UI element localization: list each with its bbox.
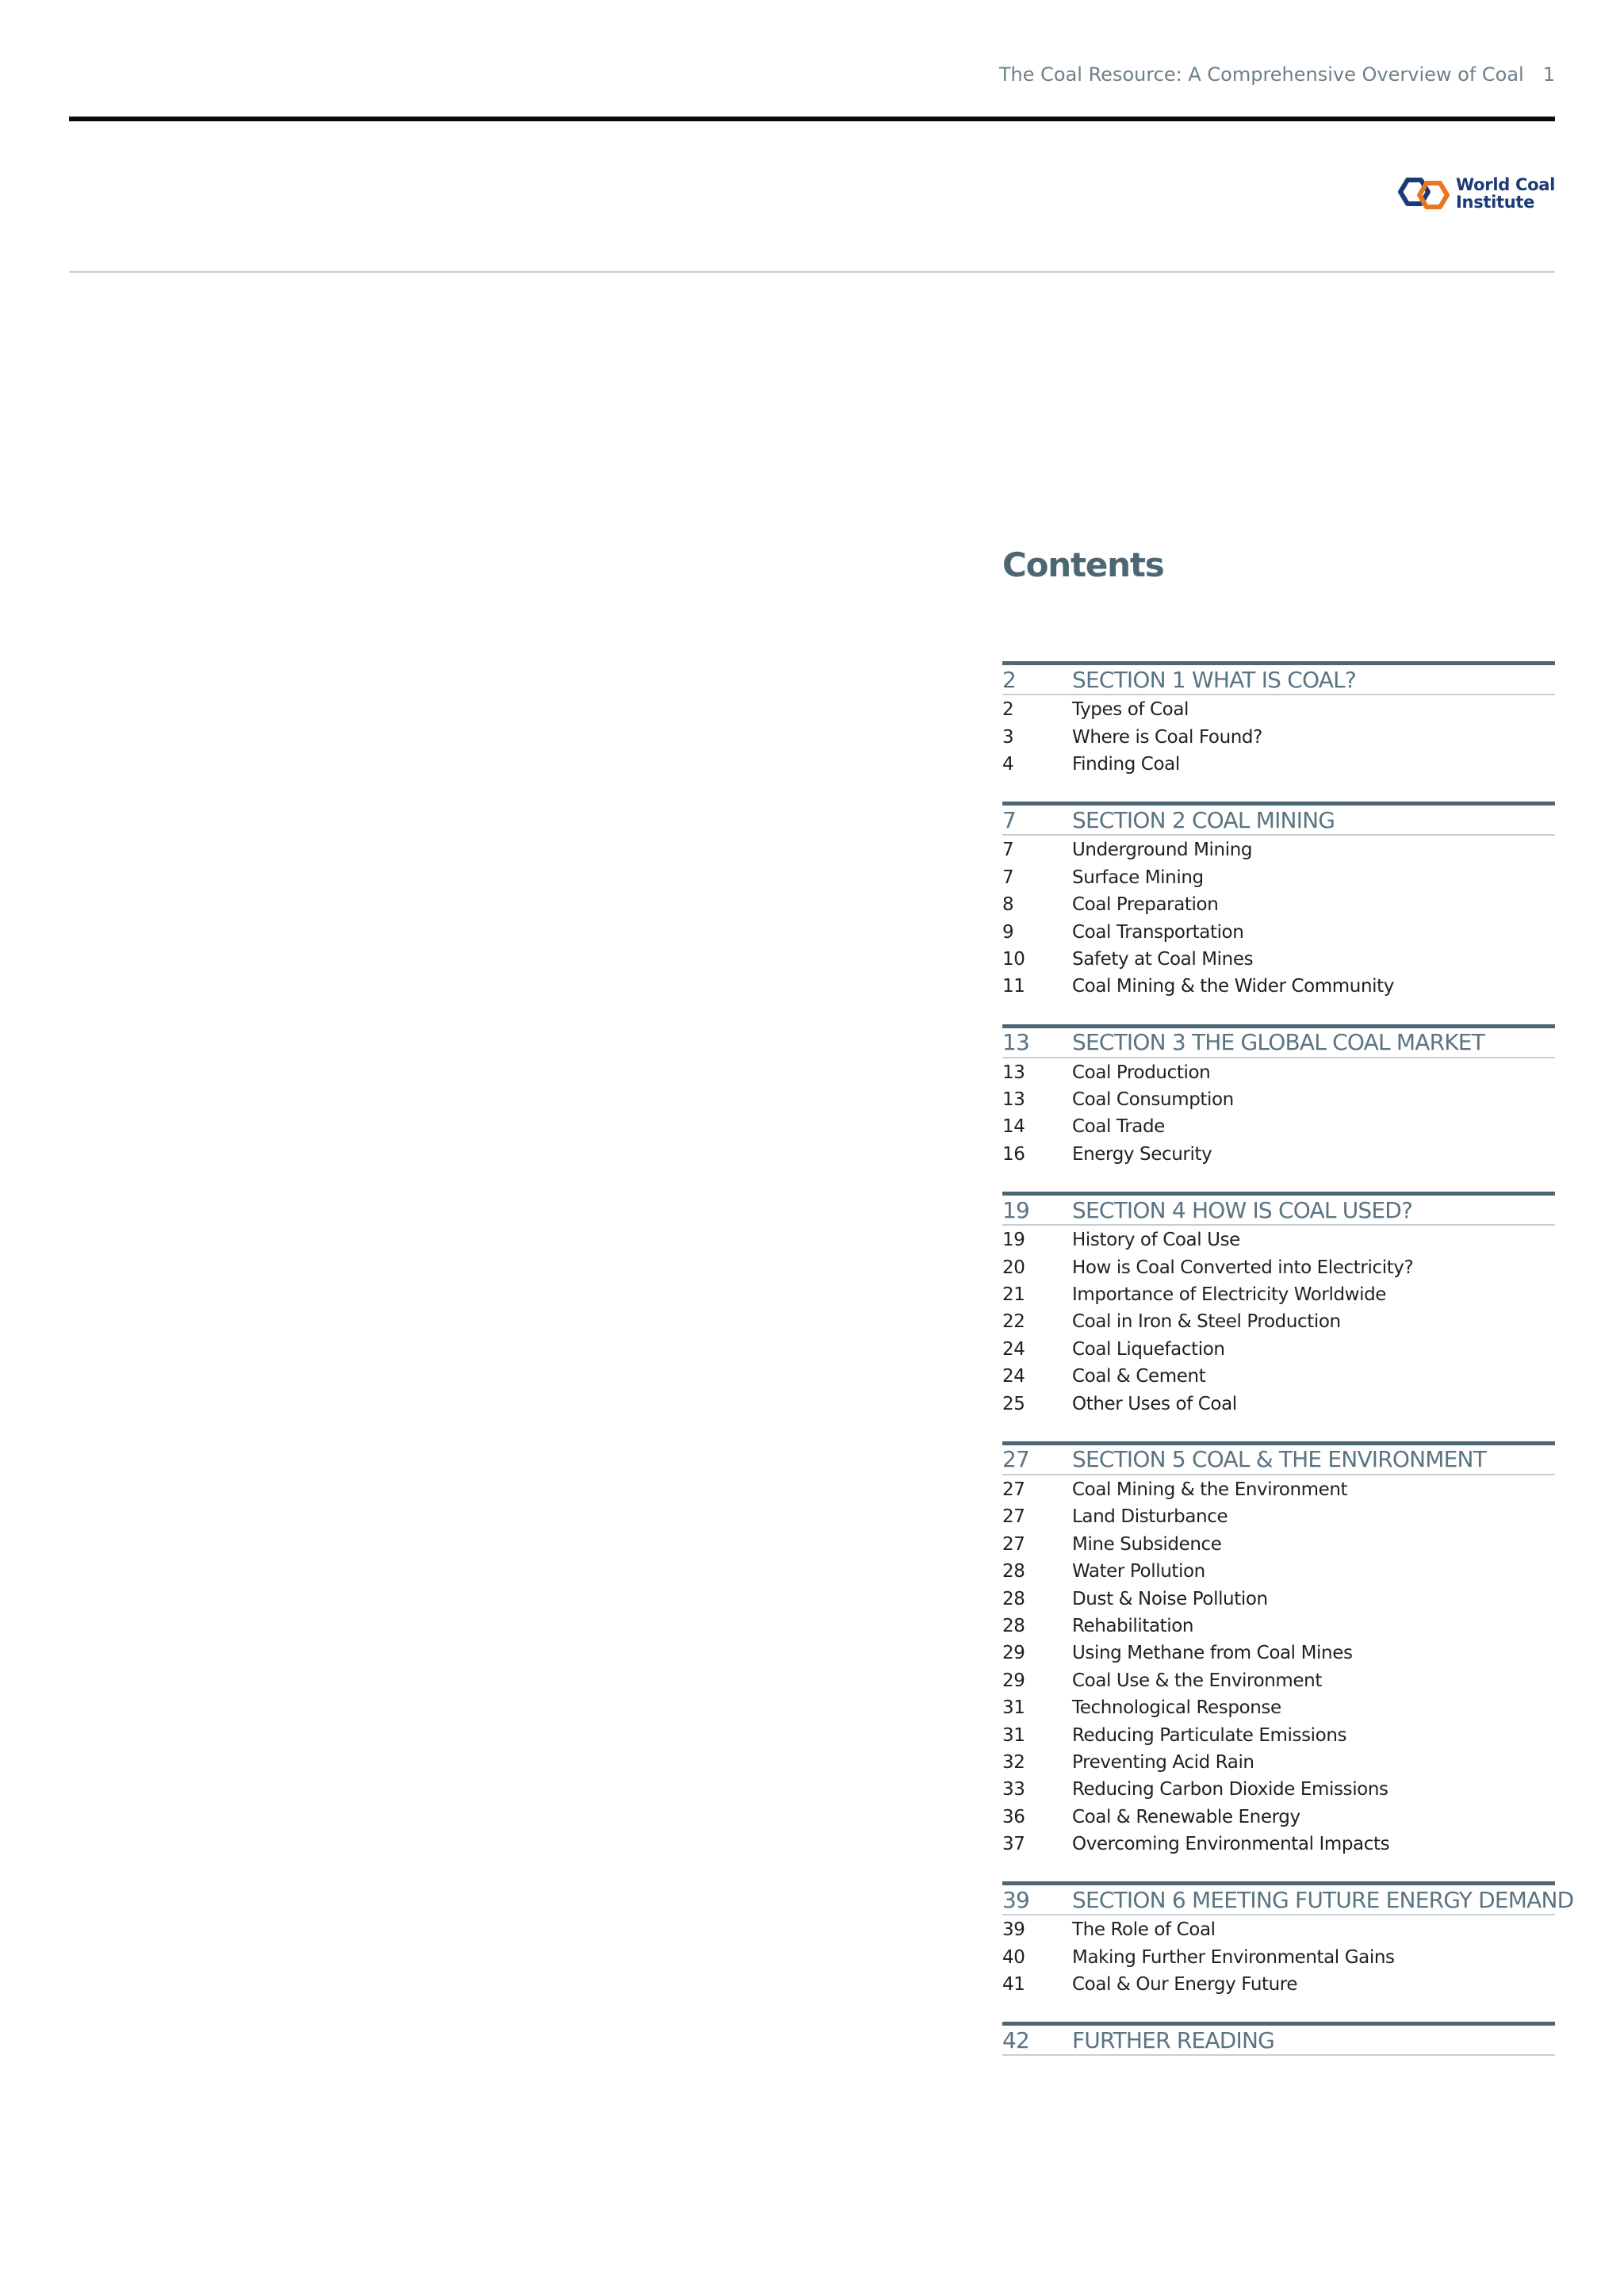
toc-entry[interactable] [1002,1558,1555,1585]
toc-entry[interactable] [1002,1613,1555,1640]
logo-line-1: World Coal [1456,175,1555,194]
toc-entry-title: Coal Transportation [1072,921,1244,943]
toc-entry[interactable] [1002,1363,1555,1390]
toc-entry[interactable] [1002,1281,1555,1308]
toc-entry-title: Surface Mining [1072,867,1204,888]
toc-entry-list [1002,836,1555,1000]
toc-section-title: SECTION 4 HOW IS COAL USED? [1072,1196,1413,1223]
table-of-contents [1002,539,1574,2080]
toc-sections [1002,661,1574,2057]
toc-section-page: 7 [1002,806,1017,833]
toc-entry[interactable] [1002,1640,1555,1667]
toc-entry[interactable] [1002,696,1555,723]
toc-section [1002,2022,1555,2057]
toc-entry[interactable] [1002,1476,1555,1503]
toc-entry-page: 40 [1002,1946,1025,1968]
toc-entry[interactable] [1002,1531,1555,1558]
toc-entry-page: 39 [1002,1919,1025,1941]
toc-entry-page: 14 [1002,1116,1025,1138]
toc-entry-title: Coal Consumption [1072,1089,1234,1111]
toc-entry-title: Coal & Cement [1072,1366,1206,1387]
toc-entry-page: 2 [1002,699,1014,721]
toc-entry-title: Rehabilitation [1072,1615,1194,1636]
toc-entry-title: Overcoming Environmental Impacts [1072,1834,1390,1855]
toc-entry-title: Coal Liquefaction [1072,1338,1225,1360]
toc-entry-page: 27 [1002,1479,1025,1500]
toc-entry-page: 3 [1002,726,1014,748]
toc-entry-title: Coal Use & the Environment [1072,1670,1322,1691]
toc-entry-page: 37 [1002,1834,1025,1855]
world-coal-institute-logo [1397,174,1555,212]
toc-section [1002,661,1555,778]
toc-entry-title: Coal Preparation [1072,894,1219,916]
toc-entry-list [1002,1475,1555,1858]
toc-section-title: SECTION 2 COAL MINING [1072,806,1335,833]
toc-entry-title: Mine Subsidence [1072,1533,1222,1555]
toc-entry-title: Preventing Acid Rain [1072,1751,1254,1773]
toc-entry[interactable] [1002,1776,1555,1803]
toc-entry-title: Coal & Our Energy Future [1072,1974,1298,1996]
toc-entry[interactable] [1002,1721,1555,1748]
toc-entry-page: 16 [1002,1143,1025,1165]
toc-entry-title: Technological Response [1072,1697,1281,1719]
toc-entry-page: 28 [1002,1615,1025,1636]
toc-entry-page: 25 [1002,1393,1025,1414]
toc-entry-page: 32 [1002,1751,1025,1773]
toc-entry[interactable] [1002,1971,1555,1998]
toc-entry[interactable] [1002,1667,1555,1694]
toc-section-page: 39 [1002,1886,1030,1913]
toc-entry-title: Safety at Coal Mines [1072,948,1254,970]
toc-entry[interactable] [1002,1086,1555,1113]
toc-entry-title: Water Pollution [1072,1561,1205,1582]
toc-entry[interactable] [1002,1831,1555,1858]
toc-entry-page: 24 [1002,1366,1025,1387]
contents-title: Contents [1002,545,1164,584]
toc-entry-page: 28 [1002,1588,1025,1609]
toc-entry-page: 28 [1002,1561,1025,1582]
toc-entry[interactable] [1002,1141,1555,1168]
toc-section-heading[interactable] [1002,661,1555,695]
toc-section-title: FURTHER READING [1072,2026,1274,2053]
toc-entry[interactable] [1002,751,1555,778]
toc-entry[interactable] [1002,1226,1555,1253]
toc-section-title: SECTION 3 THE GLOBAL COAL MARKET [1072,1029,1485,1056]
toc-section-heading[interactable] [1002,1192,1555,1226]
toc-entry-title: Dust & Noise Pollution [1072,1588,1268,1609]
toc-entry-page: 29 [1002,1643,1025,1664]
running-header [999,63,1555,86]
toc-entry-page: 27 [1002,1506,1025,1528]
toc-section [1002,1441,1555,1858]
toc-section-title: SECTION 1 WHAT IS COAL? [1072,666,1356,693]
hexagon-logo-icon [1397,174,1451,212]
toc-entry-list [1002,1915,1555,1998]
toc-entry-page: 7 [1002,867,1014,888]
toc-section-page: 2 [1002,666,1017,693]
toc-entry-page: 33 [1002,1779,1025,1800]
toc-entry-list [1002,2056,1555,2057]
toc-entry[interactable] [1002,1253,1555,1280]
toc-entry-title: Energy Security [1072,1143,1212,1165]
toc-section [1002,1881,1574,1998]
toc-entry[interactable] [1002,1749,1555,1776]
toc-section [1002,1024,1555,1169]
toc-entry-page: 21 [1002,1284,1025,1306]
toc-section-page: 19 [1002,1196,1030,1223]
toc-section-page: 13 [1002,1029,1030,1056]
toc-entry-title: Underground Mining [1072,840,1253,861]
toc-entry[interactable] [1002,1059,1555,1086]
toc-entry-title: Other Uses of Coal [1072,1393,1237,1414]
toc-entry[interactable] [1002,1585,1555,1612]
toc-entry-page: 36 [1002,1806,1025,1827]
toc-entry[interactable] [1002,836,1555,863]
toc-entry-page: 4 [1002,753,1014,775]
toc-entry-title: Coal Production [1072,1062,1211,1083]
toc-entry-title: Finding Coal [1072,753,1180,775]
toc-section-title: SECTION 6 MEETING FUTURE ENERGY DEMAND [1072,1886,1574,1913]
toc-section-heading[interactable] [1002,1024,1555,1058]
toc-entry[interactable] [1002,1113,1555,1140]
toc-section-title: SECTION 5 COAL & THE ENVIRONMENT [1072,1446,1486,1473]
page-number: 1 [1542,63,1555,86]
toc-entry-page: 31 [1002,1697,1025,1719]
toc-entry-title: Coal Trade [1072,1116,1165,1138]
toc-entry-title: Coal Mining & the Environment [1072,1479,1348,1500]
toc-entry-page: 41 [1002,1974,1025,1996]
header-rule [69,117,1555,121]
toc-entry-title: Reducing Carbon Dioxide Emissions [1072,1779,1388,1800]
toc-section-heading[interactable] [1002,2022,1555,2056]
toc-entry-title: Land Disturbance [1072,1506,1228,1528]
toc-entry-title: Coal Mining & the Wider Community [1072,976,1394,997]
toc-entry-list [1002,1226,1555,1418]
toc-entry[interactable] [1002,1944,1555,1971]
toc-entry-title: Types of Coal [1072,699,1189,721]
toc-entry[interactable] [1002,918,1555,945]
toc-section-page: 27 [1002,1446,1030,1473]
toc-entry-page: 31 [1002,1724,1025,1746]
toc-entry-page: 9 [1002,921,1014,943]
toc-entry-list [1002,695,1555,778]
toc-entry-page: 24 [1002,1338,1025,1360]
toc-entry-page: 10 [1002,948,1025,970]
toc-entry-list [1002,1058,1555,1169]
toc-entry-page: 20 [1002,1257,1025,1278]
toc-entry-page: 29 [1002,1670,1025,1691]
toc-entry-page: 19 [1002,1230,1025,1251]
toc-entry-title: How is Coal Converted into Electricity? [1072,1257,1414,1278]
toc-entry-page: 13 [1002,1089,1025,1111]
toc-entry[interactable] [1002,1916,1555,1943]
toc-entry-page: 11 [1002,976,1025,997]
toc-section-heading[interactable] [1002,802,1555,836]
divider [69,271,1555,273]
toc-section-heading[interactable] [1002,1881,1574,1915]
toc-entry-page: 7 [1002,840,1014,861]
toc-entry[interactable] [1002,946,1555,973]
toc-entry-page: 13 [1002,1062,1025,1083]
toc-entry[interactable] [1002,1308,1555,1335]
logo-line-2: Institute [1456,193,1535,212]
toc-entry-page: 8 [1002,894,1014,916]
toc-entry-title: Where is Coal Found? [1072,726,1262,748]
toc-entry[interactable] [1002,891,1555,918]
toc-section-heading[interactable] [1002,1441,1555,1475]
toc-entry[interactable] [1002,1503,1555,1530]
toc-entry[interactable] [1002,1390,1555,1417]
toc-entry-title: History of Coal Use [1072,1230,1240,1251]
toc-entry-title: Reducing Particulate Emissions [1072,1724,1347,1746]
toc-entry-page: 22 [1002,1311,1025,1333]
toc-entry-title: Coal & Renewable Energy [1072,1806,1300,1827]
toc-entry[interactable] [1002,1336,1555,1363]
toc-section-page: 42 [1002,2026,1030,2053]
toc-entry[interactable] [1002,1694,1555,1721]
running-title: The Coal Resource: A Comprehensive Overview of Coal [998,63,1524,86]
toc-entry[interactable] [1002,723,1555,750]
toc-section [1002,1192,1555,1418]
toc-entry[interactable] [1002,1804,1555,1831]
toc-entry[interactable] [1002,973,1555,1000]
toc-entry-title: Coal in Iron & Steel Production [1072,1311,1341,1333]
toc-entry-page: 27 [1002,1533,1025,1555]
toc-entry-title: Using Methane from Coal Mines [1072,1643,1353,1664]
toc-entry-title: Importance of Electricity Worldwide [1072,1284,1387,1306]
toc-entry[interactable] [1002,864,1555,891]
toc-entry-title: Making Further Environmental Gains [1072,1946,1395,1968]
toc-entry-title: The Role of Coal [1072,1919,1216,1941]
logo-wordmark [1456,176,1555,211]
toc-section [1002,802,1555,1000]
